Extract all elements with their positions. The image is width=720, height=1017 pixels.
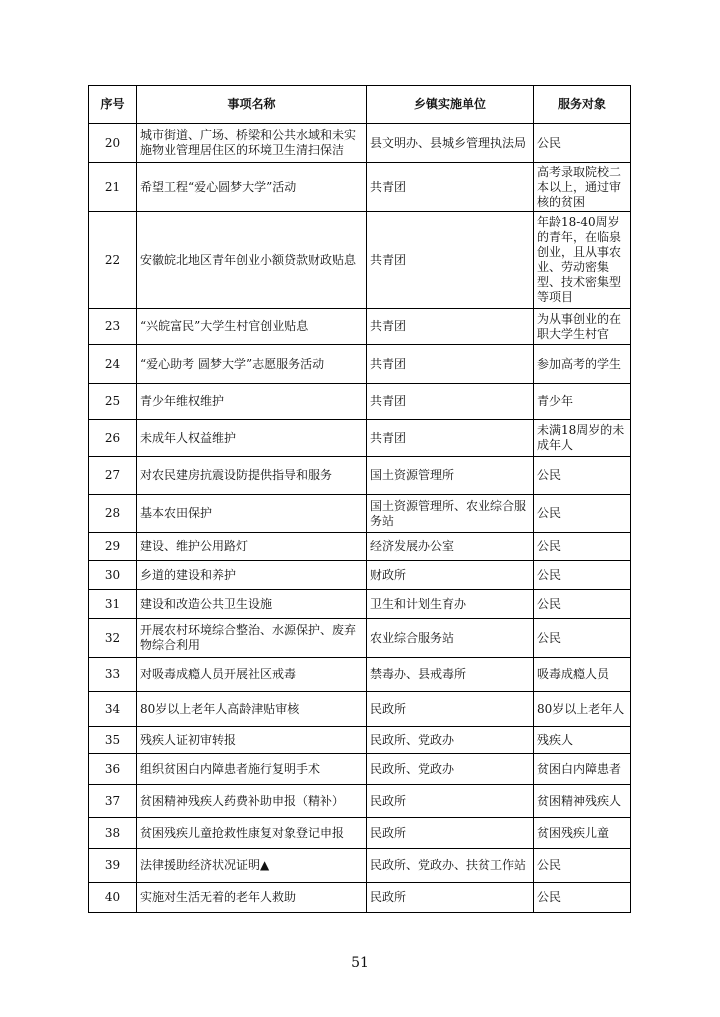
item-name	[137, 345, 367, 384]
implementing-unit-text: 民政所、党政办	[370, 761, 455, 776]
service-target-text: 贫困精神残疾人	[537, 793, 622, 808]
item-name	[137, 883, 367, 913]
implementing-unit	[367, 727, 534, 754]
item-name-text: 贫困残疾儿童抢救性康复对象登记申报	[140, 825, 345, 840]
implementing-unit	[367, 457, 534, 495]
row-number: 21	[89, 163, 137, 212]
implementing-unit-text: 卫生和计划生育办	[370, 596, 467, 611]
table-row	[89, 212, 631, 309]
item-name-text: 安徽皖北地区青年创业小额贷款财政贴息	[140, 252, 357, 267]
row-number: 31	[89, 590, 137, 619]
service-target	[534, 212, 631, 309]
item-name-text: “兴皖富民”大学生村官创业贴息	[140, 319, 309, 333]
table-row	[89, 495, 631, 533]
item-name-text: 乡道的建设和养护	[140, 567, 237, 582]
implementing-unit-text: 县文明办、县城乡管理执法局	[370, 135, 527, 150]
service-target	[534, 124, 631, 163]
service-target-text: 公民	[537, 858, 562, 872]
service-target	[534, 309, 631, 345]
row-number: 30	[89, 561, 137, 590]
service-target	[534, 457, 631, 495]
service-target-text: 青少年	[537, 394, 574, 408]
item-name	[137, 727, 367, 754]
item-name-text: 组织贫困白内障患者施行复明手术	[140, 761, 321, 776]
implementing-unit-text: 共青团	[370, 179, 407, 194]
service-target	[534, 619, 631, 658]
header-number: 序号	[89, 86, 137, 124]
service-target-text: 未满18周岁的未成年人	[537, 423, 625, 452]
implementing-unit	[367, 590, 534, 619]
service-target-text: 80岁以上老年人	[537, 701, 625, 716]
table-row	[89, 345, 631, 384]
implementing-unit	[367, 345, 534, 384]
service-target-text: 公民	[537, 567, 562, 582]
item-name	[137, 212, 367, 309]
implementing-unit	[367, 212, 534, 309]
implementing-unit	[367, 124, 534, 163]
implementing-unit-text: 民政所、党政办、扶贫工作站	[370, 858, 527, 872]
item-name-text: 建设和改造公共卫生设施	[140, 596, 273, 611]
service-target	[534, 420, 631, 457]
table-row	[89, 590, 631, 619]
table-row	[89, 163, 631, 212]
table-row	[89, 384, 631, 420]
implementing-unit	[367, 883, 534, 913]
service-target-text: 公民	[537, 506, 562, 520]
service-target	[534, 658, 631, 692]
service-target	[534, 818, 631, 849]
item-name-text: 青少年维权维护	[140, 394, 225, 408]
service-target-text: 贫困残疾儿童	[537, 825, 610, 840]
table-row	[89, 754, 631, 785]
implementing-unit-text: 禁毒办、县戒毒所	[370, 667, 467, 681]
service-items-table	[88, 85, 631, 913]
implementing-unit	[367, 561, 534, 590]
item-name-text: 希望工程“爱心圆梦大学”活动	[140, 179, 297, 194]
service-target	[534, 785, 631, 818]
implementing-unit-text: 共青团	[370, 252, 407, 267]
row-number: 24	[89, 345, 137, 384]
item-name-text: 贫困精神残疾人药费补助申报（精补）	[140, 793, 345, 808]
service-target-text: 高考录取院校二本以上，通过审核的贫困	[537, 164, 622, 209]
item-name	[137, 420, 367, 457]
row-number: 26	[89, 420, 137, 457]
implementing-unit	[367, 754, 534, 785]
service-target	[534, 384, 631, 420]
item-name-text: 对吸毒成瘾人员开展社区戒毒	[140, 667, 297, 681]
table-row	[89, 124, 631, 163]
implementing-unit-text: 农业综合服务站	[370, 630, 455, 645]
item-name-text: 基本农田保护	[140, 506, 213, 520]
service-target	[534, 533, 631, 561]
item-name	[137, 561, 367, 590]
header-service-target: 服务对象	[534, 86, 631, 124]
service-target-text: 吸毒成瘾人员	[537, 667, 610, 681]
service-target-text: 残疾人	[537, 732, 574, 747]
row-number: 32	[89, 619, 137, 658]
row-number: 37	[89, 785, 137, 818]
service-target	[534, 727, 631, 754]
item-name	[137, 590, 367, 619]
row-number: 27	[89, 457, 137, 495]
item-name-text: 残疾人证初审转报	[140, 732, 237, 747]
item-name	[137, 785, 367, 818]
implementing-unit-text: 共青团	[370, 319, 407, 333]
row-number: 25	[89, 384, 137, 420]
item-name	[137, 384, 367, 420]
item-name-text: 建设、维护公用路灯	[140, 539, 249, 553]
service-target-text: 公民	[537, 468, 562, 482]
item-name-text: 未成年人权益维护	[140, 430, 237, 445]
table-row	[89, 692, 631, 727]
implementing-unit-text: 民政所	[370, 793, 407, 808]
table-row	[89, 818, 631, 849]
item-name	[137, 658, 367, 692]
implementing-unit	[367, 692, 534, 727]
item-name-text: 开展农村环境综合整治、水源保护、废弃物综合利用	[140, 623, 357, 652]
item-name-text: 对农民建房抗震设防提供指导和服务	[140, 468, 333, 482]
item-name-text: “爱心助考 圆梦大学”志愿服务活动	[140, 356, 325, 371]
implementing-unit	[367, 495, 534, 533]
implementing-unit-text: 民政所、党政办	[370, 732, 455, 747]
row-number: 33	[89, 658, 137, 692]
row-number: 20	[89, 124, 137, 163]
item-name-text: 法律援助经济状况证明▲	[140, 858, 270, 872]
implementing-unit	[367, 420, 534, 457]
implementing-unit-text: 共青团	[370, 356, 407, 371]
implementing-unit-text: 民政所	[370, 825, 407, 840]
header-implementing-unit: 乡镇实施单位	[367, 86, 534, 124]
implementing-unit	[367, 533, 534, 561]
implementing-unit	[367, 849, 534, 883]
implementing-unit	[367, 163, 534, 212]
table-row	[89, 561, 631, 590]
service-target-text: 公民	[537, 135, 562, 150]
implementing-unit-text: 国土资源管理所、农业综合服务站	[370, 498, 527, 528]
item-name	[137, 619, 367, 658]
service-target	[534, 561, 631, 590]
row-number: 34	[89, 692, 137, 727]
implementing-unit	[367, 658, 534, 692]
implementing-unit	[367, 619, 534, 658]
table-row	[89, 849, 631, 883]
table-row	[89, 658, 631, 692]
implementing-unit-text: 共青团	[370, 430, 407, 445]
service-target	[534, 590, 631, 619]
service-target-text: 为从事创业的在职大学生村官	[537, 311, 622, 341]
item-name	[137, 533, 367, 561]
item-name-text: 80岁以上老年人高龄津贴审核	[140, 701, 300, 716]
row-number: 28	[89, 495, 137, 533]
implementing-unit	[367, 384, 534, 420]
table-row	[89, 533, 631, 561]
row-number: 36	[89, 754, 137, 785]
row-number: 40	[89, 883, 137, 913]
table-row	[89, 785, 631, 818]
table-row	[89, 420, 631, 457]
item-name	[137, 692, 367, 727]
item-name	[137, 163, 367, 212]
page-number: 51	[351, 955, 369, 971]
row-number: 22	[89, 212, 137, 309]
header-item-name: 事项名称	[137, 86, 367, 124]
row-number: 29	[89, 533, 137, 561]
service-target-text: 公民	[537, 596, 562, 611]
service-target	[534, 495, 631, 533]
table-row	[89, 457, 631, 495]
row-number: 35	[89, 727, 137, 754]
service-target	[534, 163, 631, 212]
service-target-text: 年龄18-40周岁的青年，在临泉创业，且从事农业、劳动密集型、技术密集型等项目	[537, 215, 622, 304]
service-target-text: 公民	[537, 890, 562, 904]
item-name	[137, 818, 367, 849]
implementing-unit	[367, 818, 534, 849]
table-row	[89, 883, 631, 913]
item-name	[137, 495, 367, 533]
implementing-unit-text: 财政所	[370, 567, 407, 582]
implementing-unit	[367, 309, 534, 345]
service-target	[534, 754, 631, 785]
service-target	[534, 345, 631, 384]
implementing-unit	[367, 785, 534, 818]
item-name-text: 实施对生活无着的老年人救助	[140, 890, 297, 904]
implementing-unit-text: 共青团	[370, 394, 407, 408]
row-number: 38	[89, 818, 137, 849]
table-row	[89, 727, 631, 754]
table-row	[89, 309, 631, 345]
row-number: 39	[89, 849, 137, 883]
item-name-text: 城市街道、广场、桥梁和公共水域和未实施物业管理居住区的环境卫生清扫保洁	[140, 128, 357, 157]
implementing-unit-text: 国土资源管理所	[370, 468, 455, 482]
item-name	[137, 124, 367, 163]
service-target	[534, 883, 631, 913]
implementing-unit-text: 经济发展办公室	[370, 539, 455, 553]
service-target-text: 贫困白内障患者	[537, 761, 622, 776]
implementing-unit-text: 民政所	[370, 890, 407, 904]
item-name	[137, 309, 367, 345]
item-name	[137, 849, 367, 883]
service-target-text: 参加高考的学生	[537, 356, 622, 371]
row-number: 23	[89, 309, 137, 345]
service-target	[534, 849, 631, 883]
item-name	[137, 457, 367, 495]
service-target	[534, 692, 631, 727]
service-target-text: 公民	[537, 539, 562, 553]
implementing-unit-text: 民政所	[370, 701, 407, 716]
item-name	[137, 754, 367, 785]
service-target-text: 公民	[537, 630, 562, 645]
table-header-row	[89, 86, 631, 124]
table-row	[89, 619, 631, 658]
